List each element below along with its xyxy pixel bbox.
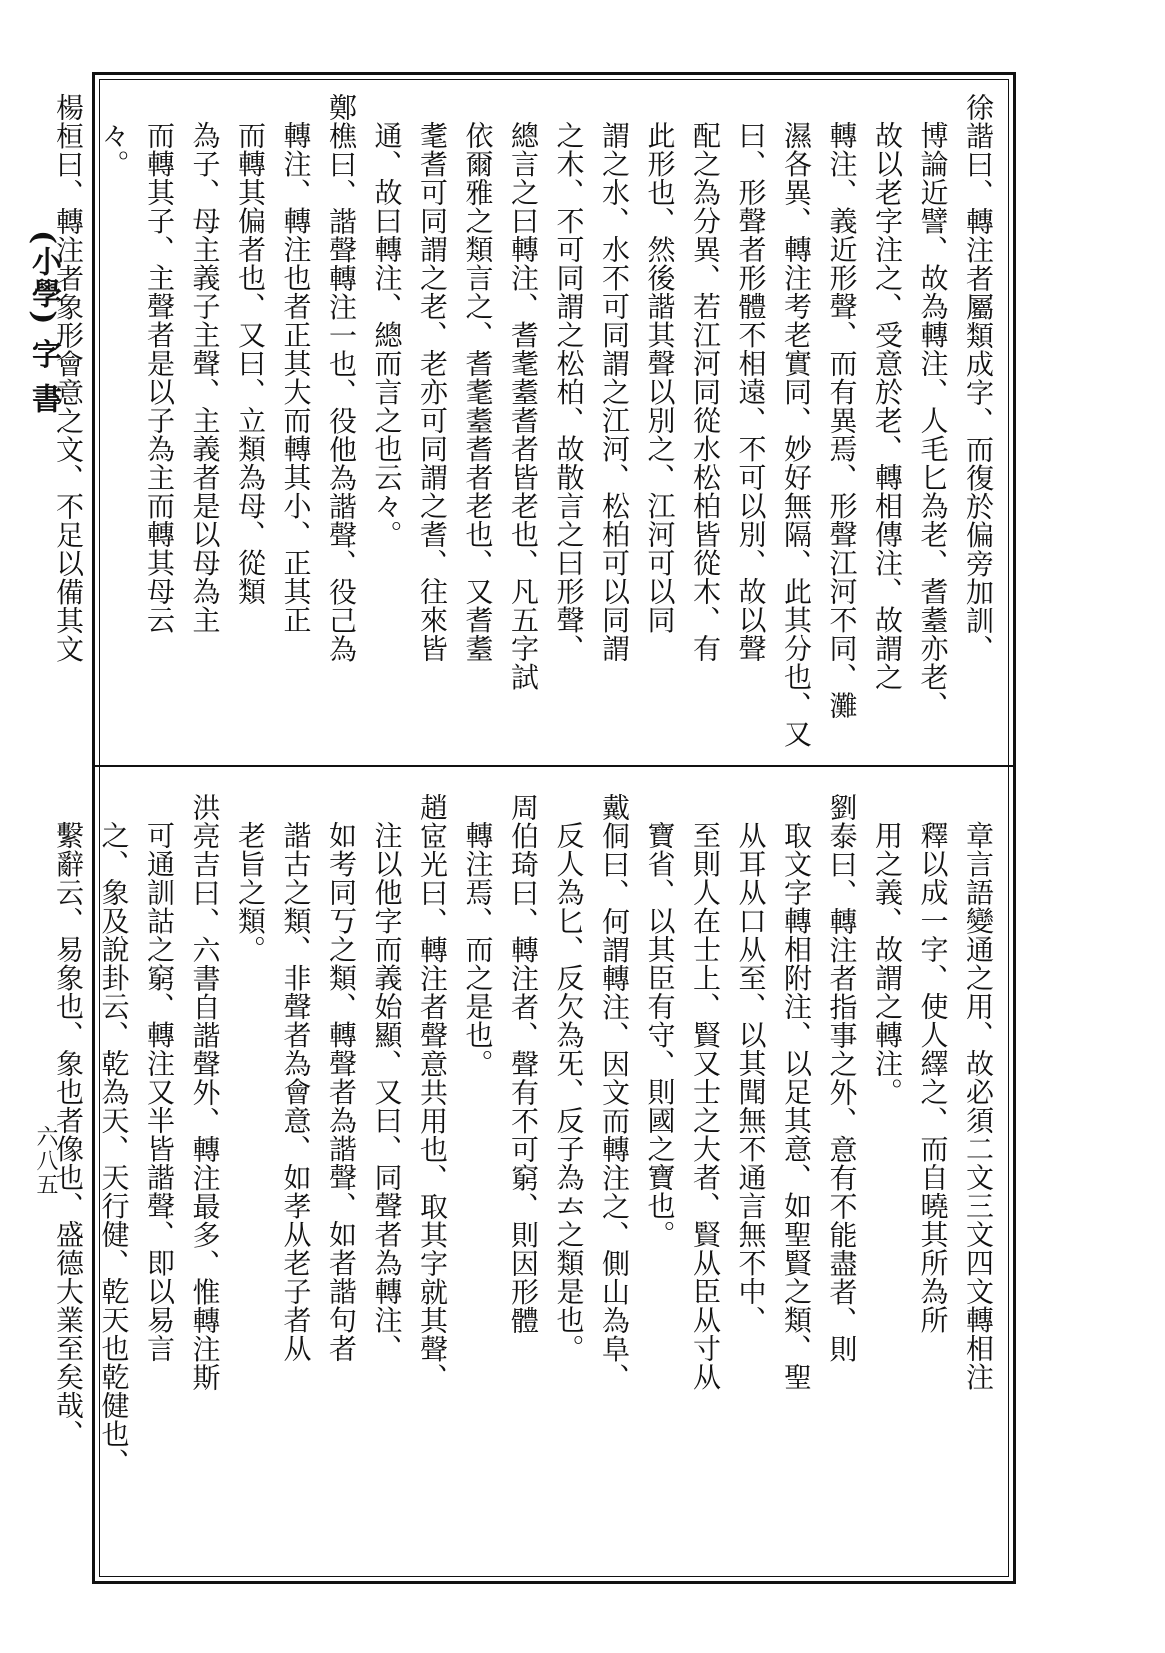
- text-column: 楊桓曰、轉注者象形會意之文、不足以備其文: [52, 93, 85, 663]
- text-column: 老旨之類。: [234, 821, 267, 964]
- text-column: 轉注、義近形聲、而有異焉、形聲江河不同、灘: [825, 121, 859, 720]
- text-column: 取文字轉相附注、以足其意、如聖賢之類、聖: [780, 821, 813, 1391]
- text-column: 轉注焉、而之是也。: [461, 821, 495, 1078]
- text-column: 戴侗曰、何謂轉注、因文而轉注之、側山為阜、: [598, 793, 631, 1392]
- upper-register: [52, 93, 1013, 759]
- text-column: 為子、母主義子主聲、主義者是以母為主: [188, 121, 222, 634]
- text-frame: [52, 72, 1016, 1584]
- text-column: 从耳从口从至、以其聞無不通言無不中、: [734, 821, 768, 1334]
- text-column: 趙宧光曰、轉注者聲意共用也、取其字就其聲、: [416, 793, 449, 1392]
- text-column: 謂之水、水不可同謂之江河、松柏可以同謂: [598, 121, 631, 663]
- text-column: 可通訓詁之窮、轉注又半皆諧聲、即以易言: [143, 821, 176, 1363]
- text-column: 配之為分異、若江河同從水松柏皆從木、有: [689, 121, 722, 663]
- text-column: 依爾雅之類言之、耆耄耋耆者老也、又耆耋: [461, 121, 495, 663]
- text-column: 而轉其偏者也、又曰、立類為母、從類: [234, 121, 267, 606]
- text-column: 周伯琦曰、轉注者、聲有不可窮、則因形體: [507, 793, 540, 1335]
- text-column: 曰、形聲者形體不相遠、不可以別、故以聲: [734, 121, 768, 663]
- text-column: 博論近譬、故為轉注、人毛匕為老、耆耋亦老、: [916, 121, 950, 720]
- text-column: 劉泰曰、轉注者指事之外、意有不能盡者、則: [825, 793, 859, 1363]
- text-column: 反人為匕、反欠為旡、反子為𠫓之類是也。: [552, 821, 586, 1363]
- text-column: 此形也、然後諧其聲以別之、江河可以同: [643, 121, 677, 634]
- text-column: 耄耆可同謂之老、老亦可同謂之耆、往來皆: [416, 121, 449, 663]
- register-divider: [95, 765, 1013, 767]
- text-column: 釋以成一字、使人繹之、而自曉其所為所: [916, 821, 950, 1334]
- text-column: 轉注、轉注也者正其大而轉其小、正其正: [279, 121, 313, 634]
- text-column: 諧古之類、非聲者為會意、如孝从老子者从: [279, 821, 313, 1363]
- text-column: 鄭樵曰、諧聲轉注一也、役他為諧聲、役己為: [325, 93, 358, 663]
- text-column: 通、故曰轉注、總而言之也云々。: [370, 121, 404, 549]
- page-number: 六八五: [33, 1125, 58, 1197]
- text-column: 濕各異、轉注考老實同、妙好無隔、此其分也、又: [780, 121, 813, 748]
- text-column: 而轉其子、主聲者是以子為主而轉其母云: [143, 121, 176, 634]
- text-column: 注以他字而義始顯、又曰、同聲者為轉注、: [370, 821, 404, 1363]
- text-column: 寶省、以其臣有守、則國之寶也。: [643, 821, 677, 1249]
- text-column: 徐諧曰、轉注者屬類成字、而復於偏旁加訓、: [962, 93, 995, 663]
- text-column: 洪亮吉曰、六書自諧聲外、轉注最多、惟轉注斯: [188, 793, 222, 1392]
- text-column: 總言之曰轉注、耆耄耋耆者皆老也、凡五字試: [507, 121, 540, 691]
- text-column: 至則人在士上、賢又士之大者、賢从臣从寸从: [689, 821, 722, 1391]
- text-column: 故以老字注之、受意於老、轉相傳注、故謂之: [871, 121, 904, 691]
- text-column: 々。: [97, 121, 131, 178]
- text-column: 章言語變通之用、故必須二文三文四文轉相注: [962, 821, 995, 1391]
- text-column: 用之義、故謂之轉注。: [871, 821, 904, 1106]
- text-column: 之木、不可同謂之松柏、故散言之曰形聲、: [552, 121, 586, 663]
- text-column: 之、象及說卦云、乾為天、天行健、乾天也乾健也、: [97, 821, 131, 1477]
- lower-register: [52, 793, 1013, 1573]
- text-column: 繫辭云、易象也、象也者像也、盛德大業至矣哉、: [52, 821, 85, 1448]
- text-column: 如考同丂之類、轉聲者為諧聲、如者諧句者: [325, 821, 358, 1363]
- book-title: (小學) 字 書: [26, 230, 61, 416]
